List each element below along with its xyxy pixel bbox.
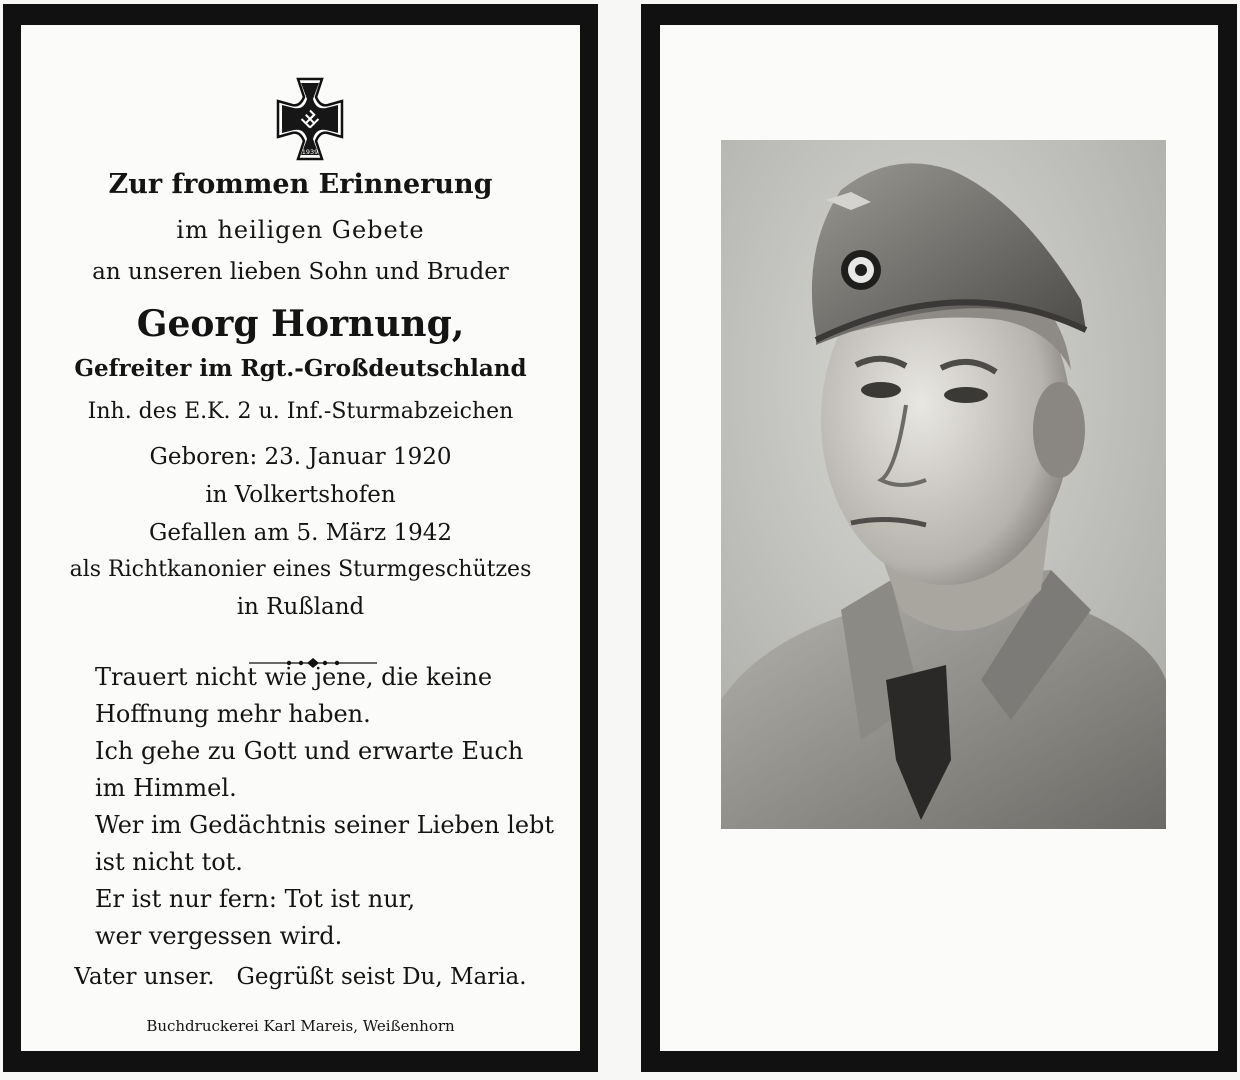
verse-line: Trauert nicht wie jene, die keine	[95, 663, 493, 691]
soldier-portrait-photo	[721, 140, 1166, 829]
verse-line: Wer im Gedächtnis seiner Lieben lebt	[95, 811, 555, 839]
rank: Gefreiter im Rgt.-Großdeutschland	[74, 355, 527, 382]
line-relation: an unseren lieben Sohn und Bruder	[92, 259, 509, 285]
death-date: Gefallen am 5. März 1942	[149, 520, 452, 546]
birthplace: in Volkertshofen	[205, 482, 396, 508]
verse-line: im Himmel.	[95, 774, 237, 802]
cross-year: 1939	[301, 148, 319, 156]
text-card-border	[3, 4, 598, 1072]
birth-date: Geboren: 23. Januar 1920	[149, 444, 452, 470]
text-card	[21, 25, 580, 1051]
death-place: in Rußland	[236, 594, 365, 620]
printer-credit: Buchdruckerei Karl Mareis, Weißenhorn	[146, 1017, 455, 1035]
verse-line: Hoffnung mehr haben.	[95, 700, 371, 728]
iron-cross-icon	[276, 77, 344, 161]
deceased-name: Georg Hornung,	[136, 303, 465, 345]
verse-line: ist nicht tot.	[95, 848, 243, 876]
role: als Richtkanonier eines Sturmgeschützes	[69, 557, 532, 582]
awards: Inh. des E.K. 2 u. Inf.-Sturmabzeichen	[87, 399, 514, 424]
verse-line: Er ist nur fern: Tot ist nur,	[95, 885, 416, 913]
closing-prayer: Vater unser. Gegrüßt seist Du, Maria.	[74, 964, 527, 990]
verse-line: Ich gehe zu Gott und erwarte Euch	[95, 737, 524, 765]
line-prayer: im heiligen Gebete	[176, 216, 425, 244]
heading: Zur frommen Erinnerung	[108, 169, 493, 200]
verse-line: wer vergessen wird.	[95, 922, 343, 950]
